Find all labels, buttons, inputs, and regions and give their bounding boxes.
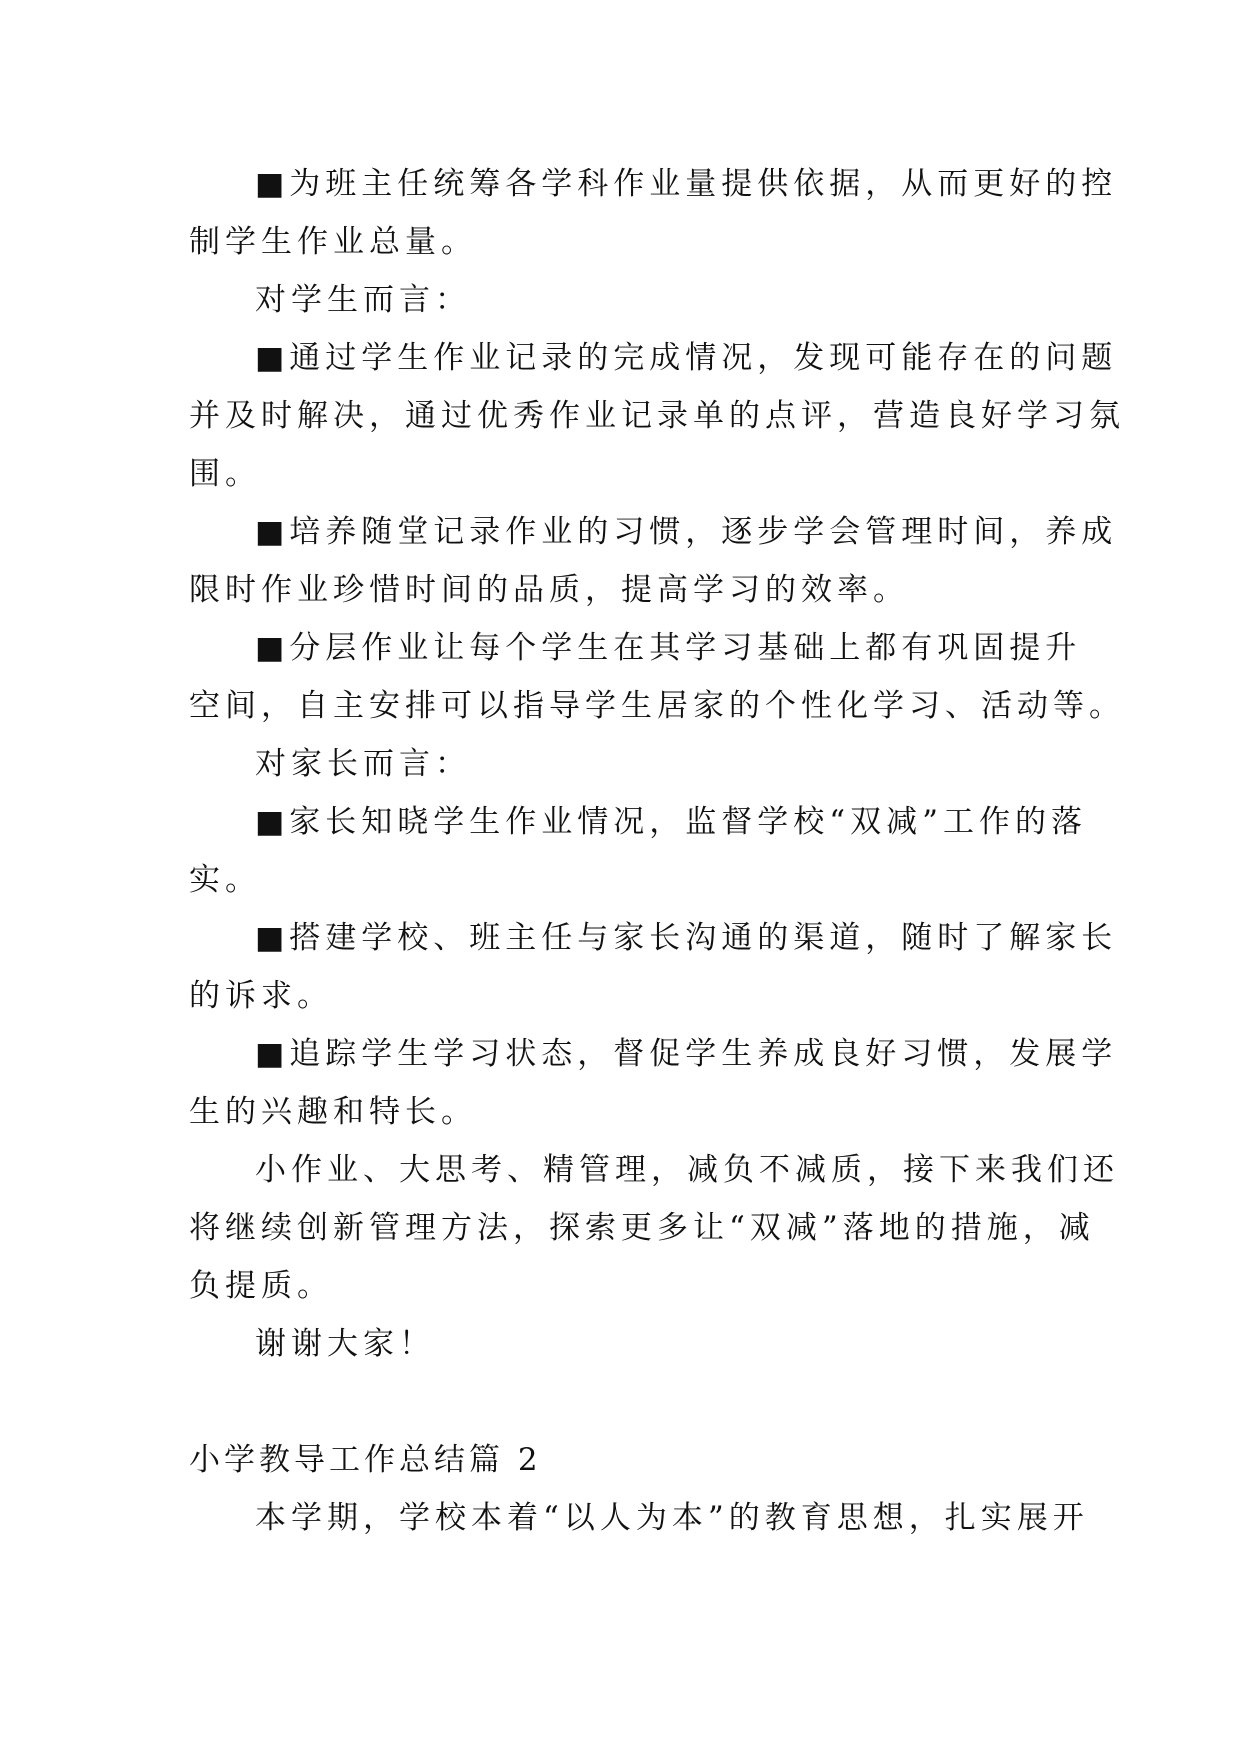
paragraph-line: 小作业、大思考、精管理，减负不减质，接下来我们还	[255, 1152, 1119, 1188]
paragraph-line: 限时作业珍惜时间的品质，提高学习的效率。	[189, 572, 909, 608]
paragraph-line: 制学生作业总量。	[189, 224, 477, 260]
paragraph-line: ■通过学生作业记录的完成情况，发现可能存在的问题	[255, 340, 1118, 376]
paragraph-line: ■培养随堂记录作业的习惯，逐步学会管理时间，养成	[255, 514, 1118, 550]
paragraph-line: 围。	[189, 456, 261, 492]
paragraph-line: 本学期，学校本着“以人为本”的教育思想，扎实展开	[255, 1500, 1089, 1536]
paragraph-line: 空间，自主安排可以指导学生居家的个性化学习、活动等。	[189, 688, 1125, 724]
section-label: 对学生而言：	[255, 282, 471, 318]
paragraph-line: 实。	[189, 862, 261, 898]
paragraph-line: 的诉求。	[189, 978, 333, 1014]
paragraph-line: 负提质。	[189, 1268, 333, 1304]
paragraph-line: ■分层作业让每个学生在其学习基础上都有巩固提升	[255, 630, 1082, 666]
paragraph-line: ■追踪学生学习状态，督促学生养成良好习惯，发展学	[255, 1036, 1118, 1072]
section-heading: 小学教导工作总结篇 2	[189, 1442, 542, 1478]
paragraph-line: ■家长知晓学生作业情况，监督学校“双减”工作的落	[255, 804, 1087, 840]
paragraph-line: 将继续创新管理方法，探索更多让“双减”落地的措施，减	[189, 1210, 1095, 1246]
section-label: 对家长而言：	[255, 746, 471, 782]
paragraph-line: 生的兴趣和特长。	[189, 1094, 477, 1130]
paragraph-line: ■为班主任统筹各学科作业量提供依据，从而更好的控	[255, 166, 1118, 202]
paragraph-line: 并及时解决，通过优秀作业记录单的点评，营造良好学习氛	[189, 398, 1125, 434]
closing-line: 谢谢大家！	[255, 1326, 435, 1362]
paragraph-line: ■搭建学校、班主任与家长沟通的渠道，随时了解家长	[255, 920, 1118, 956]
